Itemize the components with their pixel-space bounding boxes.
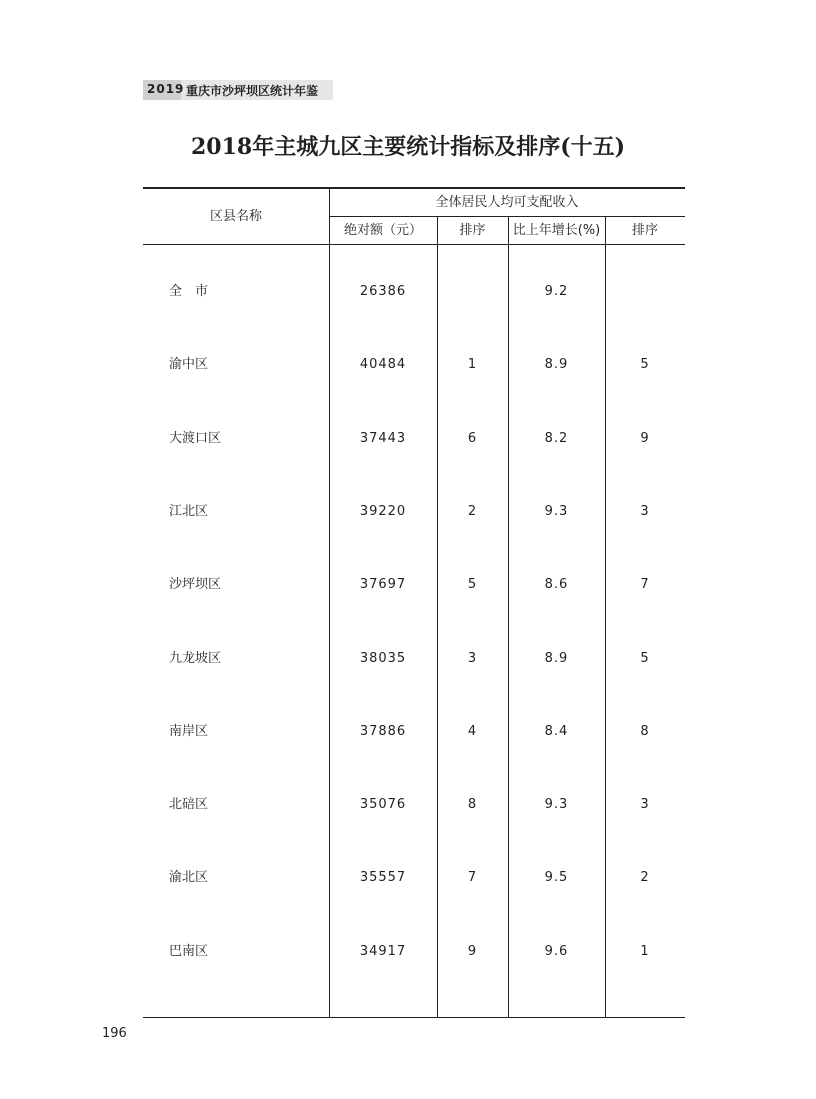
rank-cell: 4 [467, 724, 478, 739]
region-name-cell: 江北区 [169, 504, 209, 519]
table-bottom-rule [143, 1017, 685, 1018]
running-header-book-title: 重庆市沙坪坝区统计年鉴 [186, 84, 319, 98]
page-number: 196 [102, 1026, 127, 1041]
amount-cell: 40484 [359, 357, 407, 372]
rank-cell: 8 [467, 797, 478, 812]
rank-cell: 1 [467, 357, 478, 372]
amount-cell: 35076 [359, 797, 407, 812]
region-name-cell: 大渡口区 [169, 431, 222, 446]
growth-rank-cell: 2 [640, 870, 650, 885]
rank-cell: 9 [467, 944, 478, 959]
growth-rank-cell: 5 [640, 357, 650, 372]
amount-cell: 26386 [359, 284, 407, 299]
region-name-cell: 北碚区 [169, 797, 209, 812]
growth-rank-cell: 1 [640, 944, 650, 959]
column-header-amount: 绝对额（元） [343, 223, 422, 238]
column-header-growth: 比上年增长(%) [512, 223, 601, 238]
growth-cell: 8.2 [544, 431, 569, 446]
growth-rank-cell: 9 [640, 431, 650, 446]
region-name-cell: 全 市 [169, 284, 209, 299]
region-name-cell: 沙坪坝区 [169, 577, 222, 592]
rank-cell: 7 [467, 870, 478, 885]
header-bottom-rule [143, 244, 685, 245]
rank-cell: 2 [467, 504, 478, 519]
growth-cell: 9.3 [544, 797, 569, 812]
column-divider [437, 217, 438, 1017]
growth-cell: 8.4 [544, 724, 569, 739]
column-divider [508, 217, 509, 1017]
rank-cell: 6 [467, 431, 478, 446]
growth-cell: 9.5 [544, 870, 569, 885]
growth-rank-cell: 5 [640, 651, 650, 666]
group-header-rule [329, 216, 685, 217]
growth-rank-cell: 8 [640, 724, 650, 739]
column-group-header-income: 全体居民人均可支配收入 [435, 195, 579, 210]
growth-cell: 8.9 [544, 357, 569, 372]
growth-cell: 9.3 [544, 504, 569, 519]
growth-cell: 9.6 [544, 944, 569, 959]
region-name-cell: 巴南区 [169, 944, 209, 959]
table-top-rule [143, 187, 685, 189]
growth-rank-cell: 3 [640, 797, 650, 812]
column-divider [605, 217, 606, 1017]
column-header-rank: 排序 [459, 223, 486, 238]
column-divider [329, 189, 330, 1017]
running-header-year: 2019 [147, 82, 185, 96]
amount-cell: 39220 [359, 504, 407, 519]
region-name-cell: 渝北区 [169, 870, 209, 885]
amount-cell: 34917 [359, 944, 407, 959]
page-title: 2018年主城九区主要统计指标及排序(十五) [190, 134, 626, 160]
amount-cell: 35557 [359, 870, 407, 885]
rank-cell: 5 [467, 577, 478, 592]
amount-cell: 37697 [359, 577, 407, 592]
amount-cell: 37886 [359, 724, 407, 739]
growth-cell: 8.6 [544, 577, 569, 592]
region-name-cell: 渝中区 [169, 357, 209, 372]
region-name-cell: 九龙坡区 [169, 651, 222, 666]
column-header-growth-rank: 排序 [631, 223, 658, 238]
column-header-region: 区县名称 [209, 209, 262, 224]
growth-rank-cell: 7 [640, 577, 650, 592]
region-name-cell: 南岸区 [169, 724, 209, 739]
growth-cell: 9.2 [544, 284, 569, 299]
growth-rank-cell: 3 [640, 504, 650, 519]
amount-cell: 37443 [359, 431, 407, 446]
amount-cell: 38035 [359, 651, 407, 666]
growth-cell: 8.9 [544, 651, 569, 666]
rank-cell: 3 [467, 651, 478, 666]
